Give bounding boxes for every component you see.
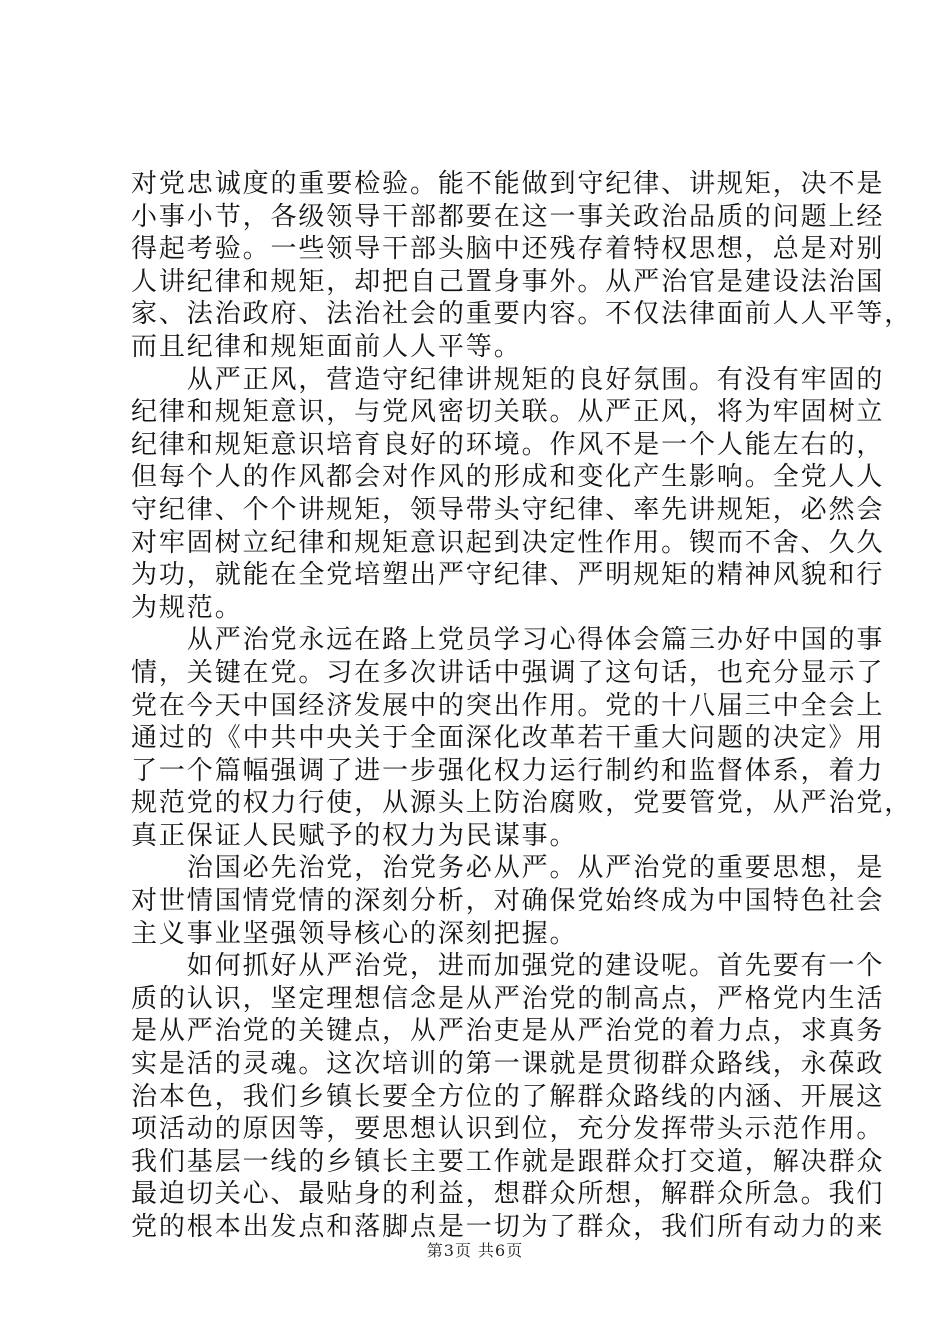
- text-line: 治本色，我们乡镇长要全方位的了解群众路线的内涵、开展这: [131, 1081, 885, 1112]
- text-line: 为规范。: [131, 592, 243, 623]
- text-line: 了一个篇幅强调了进一步强化权力运行制约和监督体系，着力: [131, 755, 885, 786]
- text-line: 真正保证人民赋予的权力为民谋事。: [131, 820, 578, 851]
- text-line: 党在今天中国经济发展中的突出作用。党的十八届三中全会上: [131, 690, 885, 721]
- text-line: 但每个人的作风都会对作风的形成和变化产生影响。全党人人: [131, 462, 885, 493]
- text-line: 得起考验。一些领导干部头脑中还残存着特权思想，总是对别: [131, 234, 885, 265]
- text-line: 家、法治政府、法治社会的重要内容。不仅法律面前人人平等，: [131, 299, 913, 330]
- text-line: 对世情国情党情的深刻分析，对确保党始终成为中国特色社会: [131, 886, 885, 917]
- paragraph-start-line: 如何抓好从严治党，进而加强党的建设呢。首先要有一个: [131, 951, 885, 982]
- text-line: 主义事业坚强领导核心的深刻把握。: [131, 918, 578, 949]
- text-line: 而且纪律和规矩面前人人平等。: [131, 331, 522, 362]
- text-line: 情，关键在党。习在多次讲话中强调了这句话，也充分显示了: [131, 657, 885, 688]
- paragraph-start-line: 从严治党永远在路上党员学习心得体会篇三办好中国的事: [131, 625, 885, 656]
- text-line: 项活动的原因等，要思想认识到位，充分发挥带头示范作用。: [131, 1114, 885, 1145]
- text-line: 最迫切关心、最贴身的利益，想群众所想，解群众所急。我们: [131, 1179, 885, 1210]
- document-body: [131, 168, 913, 1244]
- text-line: 规范党的权力行使，从源头上防治腐败，党要管党，从严治党，: [131, 788, 913, 819]
- text-line: 是从严治党的关键点，从严治吏是从严治党的着力点，求真务: [131, 1016, 885, 1047]
- text-line: 为功，就能在全党培塑出严守纪律、严明规矩的精神风貌和行: [131, 560, 885, 591]
- text-line: 实是活的灵魂。这次培训的第一课就是贯彻群众路线，永葆政: [131, 1049, 885, 1080]
- text-line: 守纪律、个个讲规矩，领导带头守纪律、率先讲规矩，必然会: [131, 494, 885, 525]
- text-line: 质的认识，坚定理想信念是从严治党的制高点，严格党内生活: [131, 983, 885, 1014]
- text-line: 通过的《中共中央关于全面深化改革若干重大问题的决定》用: [131, 723, 885, 754]
- text-line: 纪律和规矩意识培育良好的环境。作风不是一个人能左右的，: [131, 429, 885, 460]
- text-line: 人讲纪律和规矩，却把自己置身事外。从严治官是建设法治国: [131, 266, 885, 297]
- text-line: 纪律和规矩意识，与党风密切关联。从严正风，将为牢固树立: [131, 397, 885, 428]
- text-line: 对牢固树立纪律和规矩意识起到决定性作用。锲而不舍、久久: [131, 527, 885, 558]
- text-line: 对党忠诚度的重要检验。能不能做到守纪律、讲规矩，决不是: [131, 169, 885, 199]
- page-number-footer: 第3页 共6页: [426, 1241, 524, 1260]
- text-line: 党的根本出发点和落脚点是一切为了群众，我们所有动力的来: [131, 1212, 885, 1242]
- text-line: 小事小节，各级领导干部都要在这一事关政治品质的问题上经: [131, 201, 885, 232]
- paragraph-start-line: 治国必先治党，治党务必从严。从严治党的重要思想，是: [131, 853, 885, 884]
- text-line: 我们基层一线的乡镇长主要工作就是跟群众打交道，解决群众: [131, 1146, 885, 1177]
- paragraph-start-line: 从严正风，营造守纪律讲规矩的良好氛围。有没有牢固的: [131, 364, 885, 395]
